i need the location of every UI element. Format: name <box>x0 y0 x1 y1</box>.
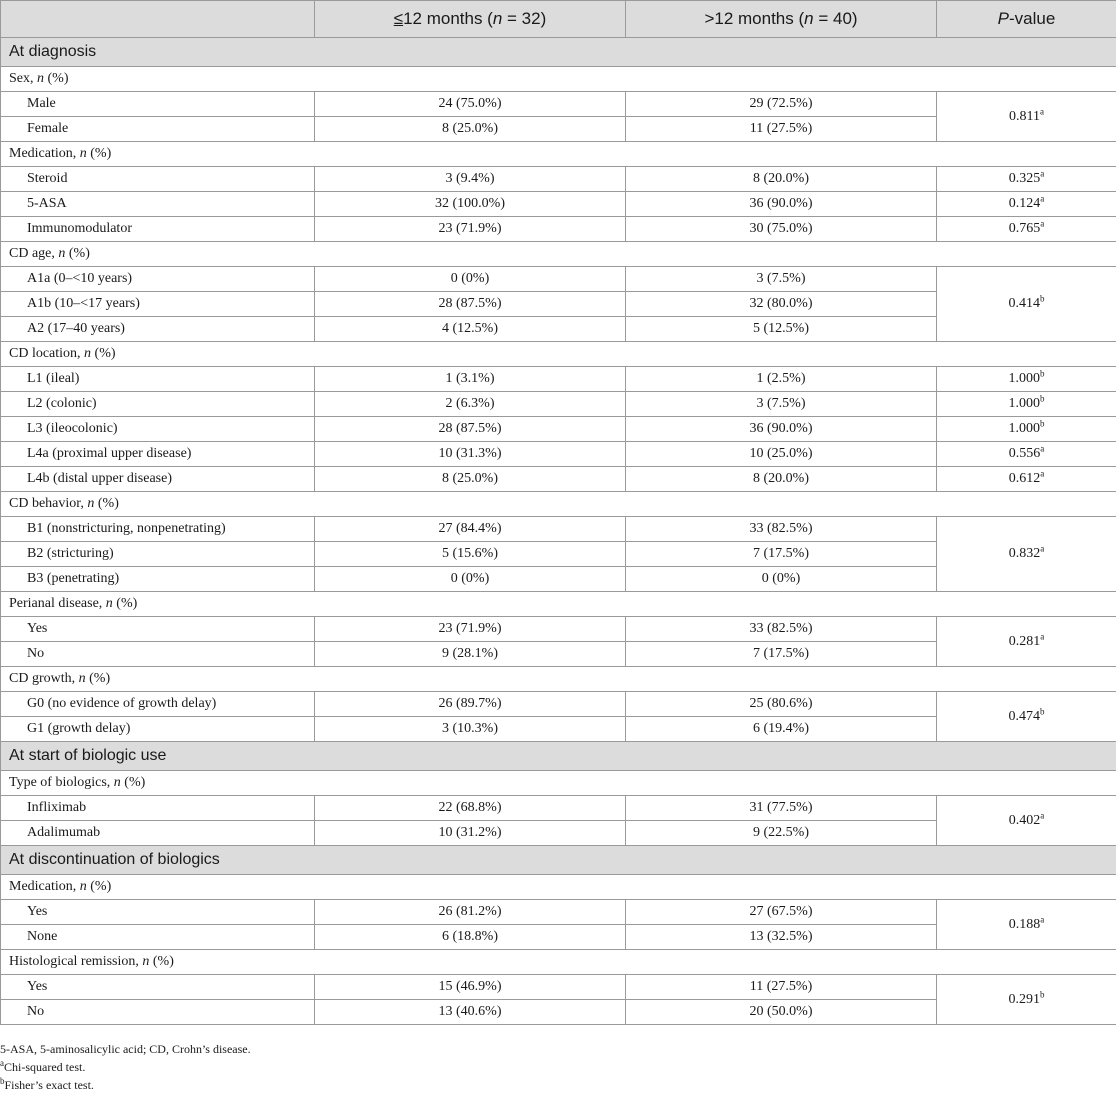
table-row <box>1 467 1116 492</box>
cell-le12: 26 (81.2%) <box>315 900 626 925</box>
cell-le12: 6 (18.8%) <box>315 925 626 950</box>
cell-le12: 32 (100.0%) <box>315 192 626 217</box>
row-label: L2 (colonic) <box>1 392 315 417</box>
table-row <box>1 167 1116 192</box>
footnote-b: $^b$Fisher’s exact test. <box>0 1076 94 1092</box>
table-footnotes <box>0 1040 1116 1094</box>
cell-p-value: 0.188$^a$ <box>937 900 1116 950</box>
row-label: A1b (10–<17 years) <box>1 292 315 317</box>
cell-gt12: 27 (67.5%) <box>626 900 937 925</box>
table-row <box>1 92 1116 117</box>
cell-le12: 0 (0%) <box>315 567 626 592</box>
table-row <box>1 267 1116 292</box>
cell-le12: 5 (15.6%) <box>315 542 626 567</box>
group-title-biologics-type: Type of biologics, n (%) <box>1 771 1116 796</box>
group-title-medication: Medication, n (%) <box>1 142 1116 167</box>
footnote-a: $^a$Chi-squared test. <box>0 1058 86 1074</box>
cell-p-value: 0.612$^a$ <box>937 467 1116 492</box>
cell-p-value: 1.000$^b$ <box>937 417 1116 442</box>
header-le12-months: ≤12 months (n = 32) <box>315 1 626 38</box>
cell-p-value: 0.124$^a$ <box>937 192 1116 217</box>
row-label: B3 (penetrating) <box>1 567 315 592</box>
cell-gt12: 9 (22.5%) <box>626 821 937 846</box>
cell-p-value: 0.414$^b$ <box>937 267 1116 342</box>
cell-gt12: 32 (80.0%) <box>626 292 937 317</box>
table-row <box>1 975 1116 1000</box>
row-label: L4a (proximal upper disease) <box>1 442 315 467</box>
cell-p-value: 0.556$^a$ <box>937 442 1116 467</box>
row-label: B1 (nonstricturing, nonpenetrating) <box>1 517 315 542</box>
table-row <box>1 900 1116 925</box>
cell-gt12: 3 (7.5%) <box>626 267 937 292</box>
table-row <box>1 217 1116 242</box>
cell-gt12: 10 (25.0%) <box>626 442 937 467</box>
footnote-abbreviations: 5-ASA, 5-aminosalicylic acid; CD, Crohn’s disease. <box>0 1042 251 1056</box>
cell-le12: 27 (84.4%) <box>315 517 626 542</box>
cell-gt12: 33 (82.5%) <box>626 617 937 642</box>
section-title: At start of biologic use <box>1 742 1116 771</box>
row-label: Steroid <box>1 167 315 192</box>
row-label: Female <box>1 117 315 142</box>
row-label: L4b (distal upper disease) <box>1 467 315 492</box>
cell-le12: 15 (46.9%) <box>315 975 626 1000</box>
section-title: At diagnosis <box>1 38 1116 67</box>
group-row <box>1 492 1116 517</box>
row-label: Male <box>1 92 315 117</box>
cell-gt12: 8 (20.0%) <box>626 167 937 192</box>
cell-p-value: 0.325$^a$ <box>937 167 1116 192</box>
cell-gt12: 11 (27.5%) <box>626 117 937 142</box>
cell-le12: 8 (25.0%) <box>315 467 626 492</box>
table-row <box>1 442 1116 467</box>
cell-le12: 22 (68.8%) <box>315 796 626 821</box>
table-row <box>1 367 1116 392</box>
group-title-cd-location: CD location, n (%) <box>1 342 1116 367</box>
header-gt12-months: >12 months (n = 40) <box>626 1 937 38</box>
group-row <box>1 875 1116 900</box>
cell-le12: 1 (3.1%) <box>315 367 626 392</box>
cell-le12: 23 (71.9%) <box>315 217 626 242</box>
cell-le12: 26 (89.7%) <box>315 692 626 717</box>
cell-p-value: 1.000$^b$ <box>937 367 1116 392</box>
group-title-cd-age: CD age, n (%) <box>1 242 1116 267</box>
table-row <box>1 417 1116 442</box>
group-title-medication-discontinuation: Medication, n (%) <box>1 875 1116 900</box>
group-title-cd-growth: CD growth, n (%) <box>1 667 1116 692</box>
header-p-value: P-value <box>937 1 1116 38</box>
cell-p-value: 0.765$^a$ <box>937 217 1116 242</box>
cell-le12: 4 (12.5%) <box>315 317 626 342</box>
cell-le12: 0 (0%) <box>315 267 626 292</box>
row-label: Infliximab <box>1 796 315 821</box>
cell-gt12: 31 (77.5%) <box>626 796 937 821</box>
cell-gt12: 6 (19.4%) <box>626 717 937 742</box>
group-row <box>1 667 1116 692</box>
cell-le12: 10 (31.3%) <box>315 442 626 467</box>
cell-gt12: 8 (20.0%) <box>626 467 937 492</box>
cell-gt12: 30 (75.0%) <box>626 217 937 242</box>
row-label: A1a (0–<10 years) <box>1 267 315 292</box>
cell-p-value: 0.402$^a$ <box>937 796 1116 846</box>
cell-gt12: 3 (7.5%) <box>626 392 937 417</box>
table-row <box>1 392 1116 417</box>
cell-gt12: 36 (90.0%) <box>626 417 937 442</box>
cell-le12: 3 (9.4%) <box>315 167 626 192</box>
cell-gt12: 33 (82.5%) <box>626 517 937 542</box>
row-label: L3 (ileocolonic) <box>1 417 315 442</box>
cell-gt12: 5 (12.5%) <box>626 317 937 342</box>
group-row <box>1 342 1116 367</box>
row-label: 5-ASA <box>1 192 315 217</box>
row-label: Yes <box>1 975 315 1000</box>
cell-gt12: 13 (32.5%) <box>626 925 937 950</box>
section-row <box>1 846 1116 875</box>
cell-le12: 24 (75.0%) <box>315 92 626 117</box>
row-label: Yes <box>1 617 315 642</box>
table-row <box>1 192 1116 217</box>
group-row <box>1 950 1116 975</box>
row-label: None <box>1 925 315 950</box>
section-row <box>1 38 1116 67</box>
cell-le12: 10 (31.2%) <box>315 821 626 846</box>
cell-le12: 28 (87.5%) <box>315 292 626 317</box>
group-row <box>1 67 1116 92</box>
row-label: Immunomodulator <box>1 217 315 242</box>
cell-gt12: 0 (0%) <box>626 567 937 592</box>
cell-p-value: 0.811$^a$ <box>937 92 1116 142</box>
section-row <box>1 742 1116 771</box>
cell-p-value: 0.474$^b$ <box>937 692 1116 742</box>
group-row <box>1 242 1116 267</box>
cell-gt12: 20 (50.0%) <box>626 1000 937 1025</box>
group-row <box>1 592 1116 617</box>
group-row <box>1 142 1116 167</box>
group-title-cd-behavior: CD behavior, n (%) <box>1 492 1116 517</box>
cell-le12: 28 (87.5%) <box>315 417 626 442</box>
cell-gt12: 1 (2.5%) <box>626 367 937 392</box>
table-row <box>1 517 1116 542</box>
cell-p-value: 0.281$^a$ <box>937 617 1116 667</box>
cell-le12: 9 (28.1%) <box>315 642 626 667</box>
group-row <box>1 771 1116 796</box>
cell-gt12: 36 (90.0%) <box>626 192 937 217</box>
table-row <box>1 692 1116 717</box>
group-title-sex: Sex, n (%) <box>1 67 1116 92</box>
cell-gt12: 7 (17.5%) <box>626 542 937 567</box>
section-title: At discontinuation of biologics <box>1 846 1116 875</box>
cell-gt12: 29 (72.5%) <box>626 92 937 117</box>
table-row <box>1 796 1116 821</box>
group-title-histological: Histological remission, n (%) <box>1 950 1116 975</box>
header-blank-cell <box>1 1 315 38</box>
row-label: A2 (17–40 years) <box>1 317 315 342</box>
cell-gt12: 25 (80.6%) <box>626 692 937 717</box>
cell-le12: 3 (10.3%) <box>315 717 626 742</box>
cell-p-value: 0.832$^a$ <box>937 517 1116 592</box>
group-title-perianal: Perianal disease, n (%) <box>1 592 1116 617</box>
row-label: No <box>1 1000 315 1025</box>
table-row <box>1 617 1116 642</box>
row-label: Adalimumab <box>1 821 315 846</box>
row-label: G0 (no evidence of growth delay) <box>1 692 315 717</box>
cell-gt12: 11 (27.5%) <box>626 975 937 1000</box>
table-header-row <box>1 1 1116 38</box>
cell-p-value: 0.291$^b$ <box>937 975 1116 1025</box>
cell-gt12: 7 (17.5%) <box>626 642 937 667</box>
cell-p-value: 1.000$^b$ <box>937 392 1116 417</box>
row-label: B2 (stricturing) <box>1 542 315 567</box>
row-label: G1 (growth delay) <box>1 717 315 742</box>
cell-le12: 13 (40.6%) <box>315 1000 626 1025</box>
row-label: L1 (ileal) <box>1 367 315 392</box>
row-label: No <box>1 642 315 667</box>
row-label: Yes <box>1 900 315 925</box>
cell-le12: 2 (6.3%) <box>315 392 626 417</box>
cell-le12: 23 (71.9%) <box>315 617 626 642</box>
cell-le12: 8 (25.0%) <box>315 117 626 142</box>
